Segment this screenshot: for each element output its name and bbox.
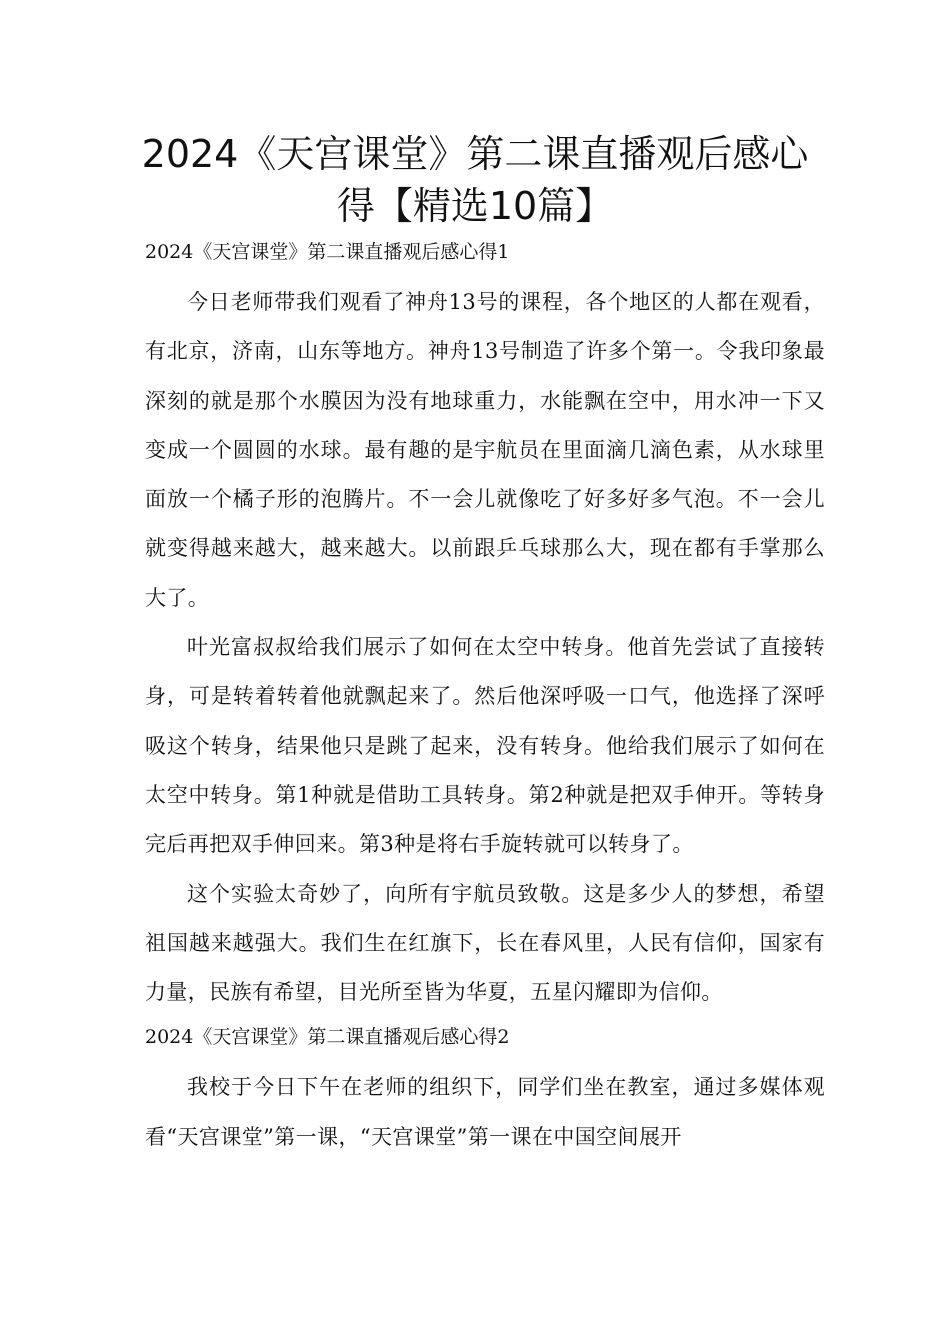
- paragraph-1-2: 叶光富叔叔给我们展示了如何在太空中转身。他首先尝试了直接转身，可是转着转着他就飘起来了。然后他深呼吸一口气，他选择了深呼吸这个转身，结果他只是跳了起来，没有转身。他给我们展示了如何在太空中转身。第1种就是借助工具转身。第2种就是把双手伸开。等转身完后再把双手伸回来。第3种是将右手旋转就可以转身了。: [145, 635, 825, 857]
- document-title: [120, 128, 830, 232]
- section-heading-2: 2024《天宫课堂》第二课直播观后感心得2: [145, 1026, 510, 1049]
- document-body: [145, 232, 825, 1162]
- section-1: [145, 232, 825, 1017]
- section-2: [145, 1017, 825, 1162]
- section-heading-1: 2024《天宫课堂》第二课直播观后感心得1: [145, 241, 510, 263]
- paragraph-1-3: 这个实验太奇妙了，向所有宇航员致敬。这是多少人的梦想，希望祖国越来越强大。我们生在红旗下，长在春风里，人民有信仰，国家有力量，民族有希望，目光所至皆为华夏，五星闪耀即为信仰。: [145, 881, 825, 1005]
- paragraph-1-1: 今日老师带我们观看了神舟13号的课程，各个地区的人都在观看，有北京，济南，山东等地方。神舟13号制造了许多个第一。令我印象最深刻的就是那个水膜因为没有地球重力，水能飘在空中，用水冲一下又变成一个圆圆的水球。最有趣的是宇航员在里面滴几滴色素，从水球里面放一个橘子形的泡腾片。不一会儿就像吃了好多好多气泡。不一会儿就变得越来越大，越来越大。以前跟乒乓球那么大，现在都有手掌那么大了。: [145, 290, 825, 610]
- document-title-line-2: 得【精选10篇】: [336, 184, 614, 228]
- document-title-line-1: 2024《天宫课堂》第二课直播观后感心: [141, 132, 809, 176]
- paragraph-2-1: 我校于今日下午在老师的组织下，同学们坐在教室，通过多媒体观看“天宫课堂”第一课，“天宫课堂”第一课在中国空间展开: [145, 1075, 825, 1149]
